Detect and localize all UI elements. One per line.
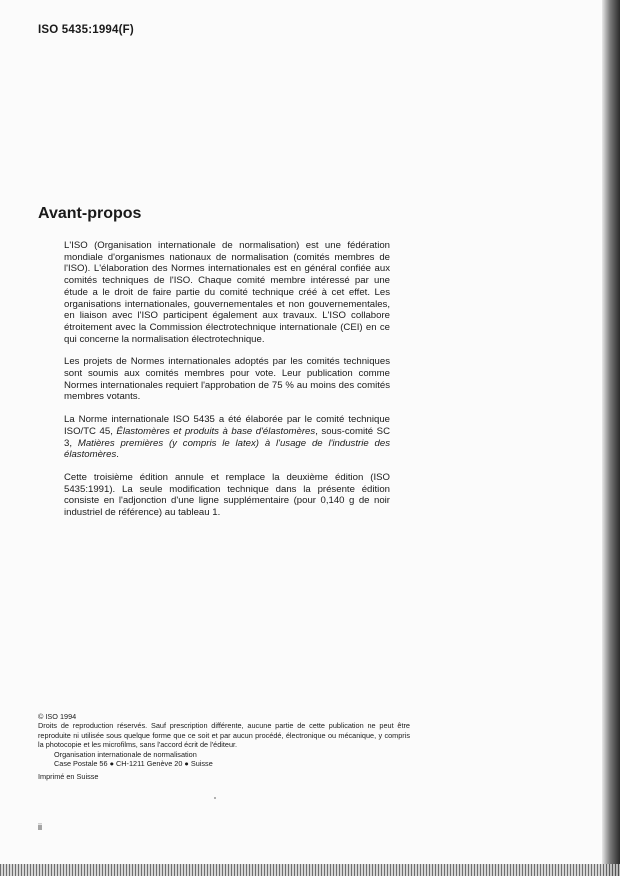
foreword-body <box>64 240 390 519</box>
p3-subcommittee-title: Matières premières (y compris le latex) à l'usage de l'industrie des élastomères <box>64 437 390 461</box>
publisher-address: Case Postale 56 ● CH-1211 Genève 20 ● Suisse <box>54 759 213 769</box>
printed-in: Imprimé en Suisse <box>38 772 99 782</box>
foreword-title: Avant-propos <box>38 205 142 222</box>
p3-text-a: La Norme internationale ISO 5435 a été élaborée par le comité technique ISO/TC 45, <box>64 414 390 437</box>
copyright-line: © ISO 1994 <box>38 712 77 721</box>
p3-committee-title: Élastomères et produits à base d'élastomères <box>116 425 316 437</box>
page-number: ii <box>38 822 42 832</box>
foreword-paragraph-4: Cette troisième édition annule et remplace la deuxième édition (ISO 5435:1991). La seule modification technique dans la présente édition consiste en l'adjonction d'une ligne supplémentaire (pour 0,140 g de noir industriel de référence) au tableau 1. <box>64 471 390 519</box>
document-id: ISO 5435:1994(F) <box>38 24 134 36</box>
foreword-paragraph-2: Les projets de Normes internationales adoptés par les comités techniques sont soumis aux comités membres pour vote. Leur publication comme Normes internationales requiert l'approbation de 75 % au moins des comités membres votants. <box>64 356 390 403</box>
publisher-org: Organisation internationale de normalisation <box>54 749 197 759</box>
p3-text-b: , sous-comité SC 3, <box>64 425 390 449</box>
copyright-block <box>38 712 410 782</box>
foreword-paragraph-1: L'ISO (Organisation internationale de normalisation) est une fédération mondiale d'organismes nationaux de normalisation (comités membres de l'ISO). L'élaboration des Normes internationales est en général confiée aux comités techniques de l'ISO. Chaque comité membre intéressé par une étude a le droit de faire partie du comité technique créé à cet effet. Les organisations internationales, gouvernementales et non gouvernementales, en liaison avec l'ISO participent également aux travaux. L'ISO collabore étroitement avec la Commission électrotechnique internationale (CEI) en ce qui concerne la normalisation électrotechnique. <box>64 240 390 345</box>
scan-bottom-edge <box>0 864 620 876</box>
rights-notice: Droits de reproduction réservés. Sauf prescription différente, aucune partie de cette publication ne peut être reproduite ni utilisée sous quelque forme que ce soit et par aucun procédé, électronique ou mécanique, y compris la photocopie et les microfilms, sans l'accord écrit de l'éditeur. <box>38 721 410 750</box>
scan-speck <box>214 797 216 799</box>
scan-right-edge <box>602 0 620 876</box>
p3-text-c: . <box>116 449 119 461</box>
foreword-paragraph-3 <box>64 414 390 461</box>
